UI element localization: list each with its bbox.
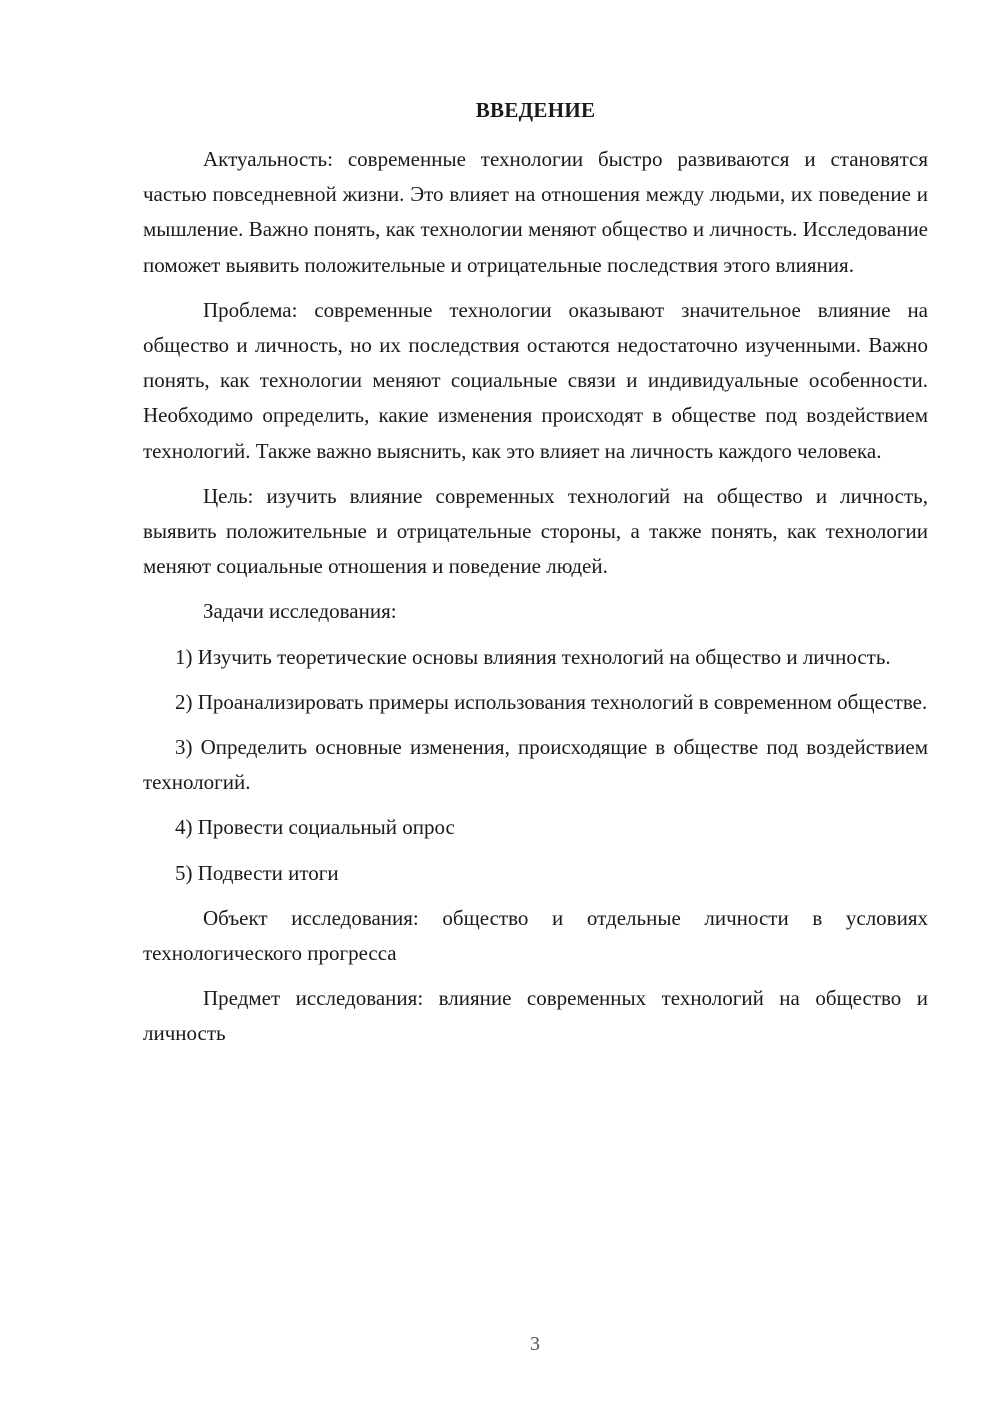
paragraph-subject: Предмет исследования: влияние современных технологий на общество и личность (143, 986, 928, 1046)
page-title: ВВЕДЕНИЕ (475, 98, 596, 122)
paragraph-object: Объект исследования: общество и отдельные личности в условиях технологического прогресса (143, 905, 928, 966)
paragraph-goal: Цель: изучить влияние современных технологий на общество и личность, выявить положительные и отрицательные стороны, а также понять, как технологии меняют социальные отношения и поведение людей. (143, 483, 928, 579)
paragraph-relevance: Актуальность: современные технологии быстро развиваются и становятся частью повседневной жизни. Это влияет на отношения между людьми, их поведение и мышление. Важно понять, как технологии меняют общество и личность. Исследование поможет выявить положительные и отрицательные последствия этого влияния. (143, 147, 928, 277)
list-item-task-1: 1) Изучить теоретические основы влияния технологий на общество и личность. (175, 644, 891, 669)
page-number: 3 (530, 1333, 540, 1355)
list-item-task-4: 4) Провести социальный опрос (175, 815, 455, 840)
paragraph-problem: Проблема: современные технологии оказывают значительное влияние на общество и личность, но их последствия остаются недостаточно изученными. Важно понять, как технологии меняют социальные связи и индивидуальные особенности. Необходимо определить, какие изменения происходят в обществе под воздействием технологий. Также важно выяснить, как это влияет на личность каждого человека. (143, 297, 928, 463)
list-item-task-5: 5) Подвести итоги (175, 860, 339, 885)
list-item-task-2: 2) Проанализировать примеры использования технологий в современном обществе. (175, 689, 928, 714)
list-item-task-3: 3) Определить основные изменения, происходящие в обществе под воздействием технологий. (143, 735, 928, 795)
paragraph-tasks-heading: Задачи исследования: (203, 599, 397, 624)
document-page (143, 94, 928, 1062)
